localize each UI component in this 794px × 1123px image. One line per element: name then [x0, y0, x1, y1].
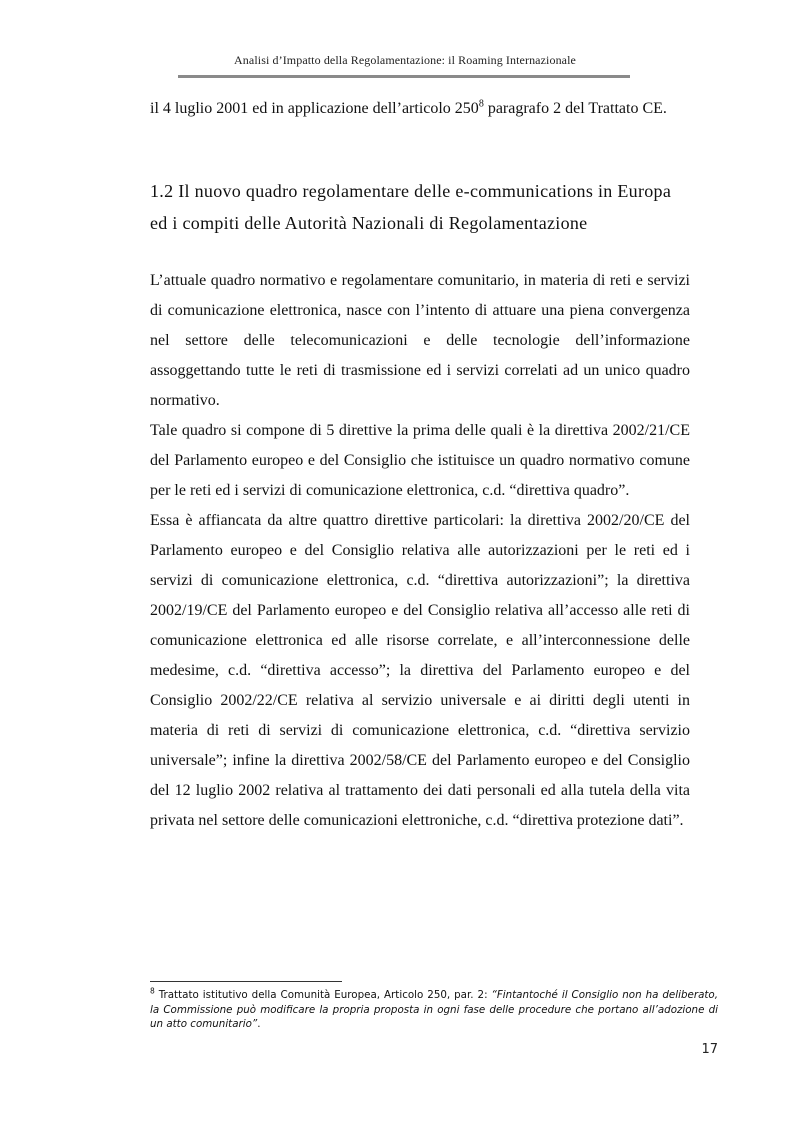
section-heading-line-1: 1.2 Il nuovo quadro regolamentare delle e-communications in Europa: [150, 181, 672, 201]
footnote-divider: [150, 981, 342, 982]
header-divider: [178, 75, 630, 78]
intro-paragraph: [150, 94, 690, 124]
footnote-reference: 8: [478, 98, 484, 110]
running-header: Analisi d’Impatto della Regolamentazione: il Roaming Internazionale: [234, 53, 576, 67]
page-number: 17: [701, 1042, 718, 1057]
footnote-end: .: [257, 1018, 261, 1030]
footnote-quote: “Fintantoché il Consiglio non ha deliberato, la Commissione può modificare la propria proposta in ogni fase delle procedure che portano all’adozione di un atto comunitario”: [150, 989, 718, 1030]
body-paragraph-1: L’attuale quadro normativo e regolamentare comunitario, in materia di reti e servizi di comunicazione elettronica, nasce con l’intento di attuare una piena convergenza nel settore delle telecomunicazioni e delle tecnologie dell’informazione assoggettando tutte le reti di trasmissione ed i servizi correlati ad un unico quadro normativo.: [150, 272, 690, 409]
intro-text-continued: paragrafo 2 del Trattato CE.: [483, 100, 667, 117]
footnote-source: Trattato istitutivo della Comunità Europea, Articolo 250, par. 2:: [154, 989, 492, 1001]
footnote-number: 8: [150, 986, 155, 996]
main-content: [150, 94, 690, 836]
body-paragraph-2: Tale quadro si compone di 5 direttive la prima delle quali è la direttiva 2002/21/CE del Parlamento europeo e del Consiglio che istituisce un quadro normativo comune per le reti ed i servizi di comunicazione elettronica, c.d. “direttiva quadro”.: [150, 422, 690, 499]
section-heading: [150, 175, 690, 239]
footnote: [150, 988, 718, 1032]
intro-text: il 4 luglio 2001 ed in applicazione dell’articolo 250: [150, 100, 479, 117]
section-heading-line-2: ed i compiti delle Autorità Nazionali di Regolamentazione: [150, 213, 588, 233]
body-paragraph-3: Essa è affiancata da altre quattro direttive particolari: la direttiva 2002/20/CE del Parlamento europeo e del Consiglio relativa alle autorizzazioni per le reti ed i servizi di comunicazione elettronica, c.d. “direttiva autorizzazioni”; la direttiva 2002/19/CE del Parlamento europeo e del Consiglio relativa all’accesso alle reti di comunicazione elettronica ed alle risorse correlate, e all’interconnessione delle medesime, c.d. “direttiva accesso”; la direttiva del Parlamento europeo e del Consiglio 2002/22/CE relativa al servizio universale e ai diritti degli utenti in materia di reti di servizi di comunicazione elettronica, c.d. “direttiva servizio universale”; infine la direttiva 2002/58/CE del Parlamento europeo e del Consiglio del 12 luglio 2002 relativa al trattamento dei dati personali ed alla tutela della vita privata nel settore delle comunicazioni elettroniche, c.d. “direttiva protezione dati”.: [150, 512, 690, 829]
